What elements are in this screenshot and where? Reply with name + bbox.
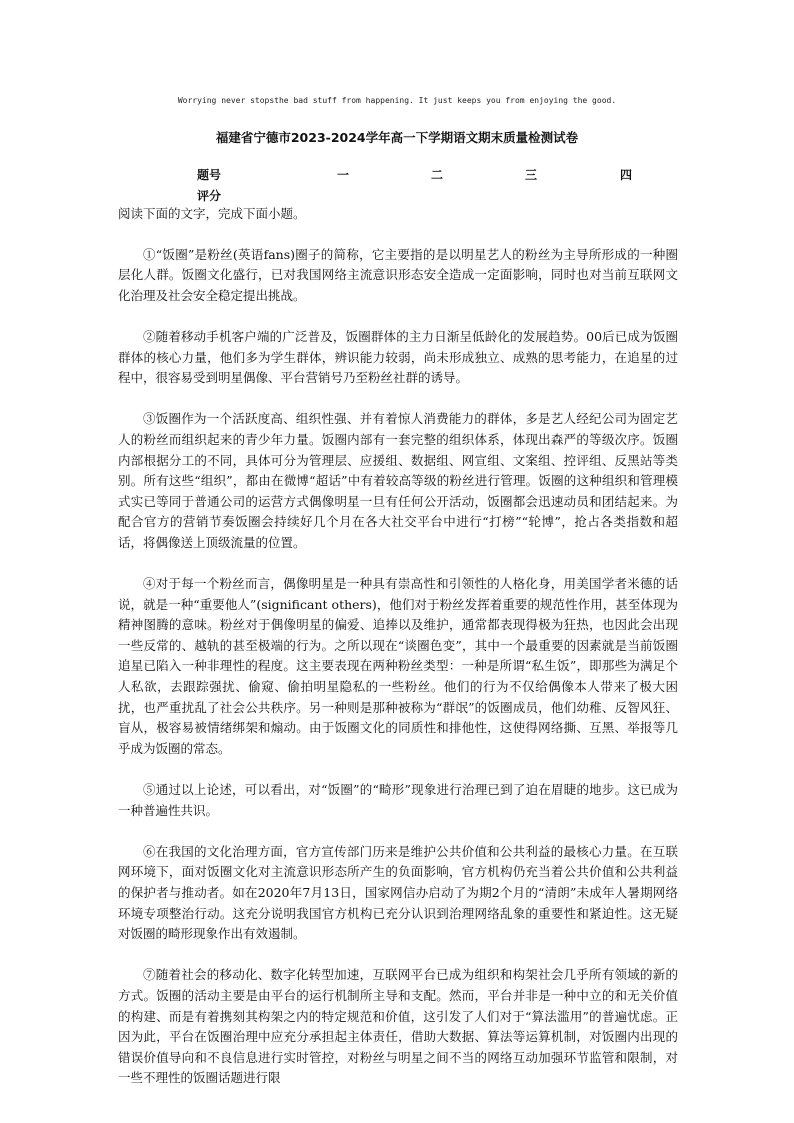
paragraph-5: ⑤通过以上论述，可以看出，对“饭圈”的“畸形”现象进行治理已到了迫在眉睫的地步。这已成为一种普遍性共识。 [118, 782, 678, 818]
document-body [118, 204, 678, 1110]
paragraph-7: ⑦随着社会的移动化、数字化转型加速，互联网平台已成为组织和构架社会几乎所有领域的新的方式。饭圈的活动主要是由平台的运行机制所主导和支配。然而，平台并非是一种中立的和无关价值的构建、而是有着携刻其构架之内的特定规范和价值，这引发了人们对于“算法滥用”的普遍忧虑。正因为此，平台在饭圈治理中应充分承担起主体责任，借助大数据、算法等运算机制，对饭圈内出现的错误价值导向和不良信息进行实时管控，对粉丝与明星之间不当的网络互动加强环节监管和限制，对一些不理性的饭圈话题进行限 [118, 967, 678, 1086]
score-table-score-label: 评分 [197, 189, 222, 203]
score-table-column-1: 一 [337, 168, 350, 182]
paragraph-3: ③饭圈作为一个活跃度高、组织性强、并有着惊人消费能力的群体，多是艺人经纪公司为固定艺人的粉丝而组织起来的青少年力量。饭圈内部有一套完整的组织体系，体现出森严的等级次序。饭圈内部根据分工的不同，具体可分为管理层、应援组、数据组、网宣组、文案组、控评组、反黑站等类别。所有这些“组织”，都由在微博“超话”中有着较高等级的粉丝进行管理。饭圈的这种组织和管理模式实已等同于普通公司的运营方式偶像明星一旦有任何公开活动，饭圈都会迅速动员和团结起来。为配合官方的营销节奏饭圈会持续好几个月在各大社交平台中进行“打榜”“轮博”，抢占各类指数和超话，将偶像送上顶级流量的位置。 [118, 411, 678, 550]
reading-instruction: 阅读下面的文字，完成下面小题。 [118, 206, 306, 221]
score-table-header-label: 题号 [197, 168, 222, 182]
score-table-column-4: 四 [620, 168, 633, 182]
paragraph-2: ②随着移动手机客户端的广泛普及，饭圈群体的主力日渐呈低龄化的发展趋势。00后已成为饭圈群体的核心力量，他们多为学生群体，辨识能力较弱，尚未形成独立、成熟的思考能力，在追星的过程中，很容易受到明星偶像、平台营销号乃至粉丝社群的诱导。 [118, 328, 678, 386]
score-table-column-2: 二 [431, 168, 444, 182]
paragraph-6: ⑥在我国的文化治理方面，官方宣传部门历来是维护公共价值和公共利益的最核心力量。在互联网环境下，面对饭圈文化对主流意识形态所产生的负面影响，官方机构仍充当着公共价值和公共利益的保护者与推动者。如在2020年7月13日，国家网信办启动了为期2个月的“清朗”未成年人暑期网络环境专项整治行动。这充分说明我国官方机构已充分认识到治理网络乱象的重要性和紧迫性。这无疑对饭圈的畸形现象作出有效遏制。 [118, 843, 678, 942]
motto-header: Worrying never stopsthe bad stuff from happening. It just keeps you from enjoying the good. [177, 96, 617, 105]
score-table-column-3: 三 [525, 168, 538, 182]
page-title: 福建省宁德市2023-2024学年高一下学期语文期末质量检测试卷 [215, 130, 579, 145]
paragraph-1: ①“饭圈”是粉丝(英语fans)圈子的简称，它主要指的是以明星艺人的粉丝为主导所形成的一种圈层化人群。饭圈文化盛行，已对我国网络主流意识形态安全造成一定面影响，同时也对当前互联网文化治理及社会安全稳定提出挑战。 [118, 246, 678, 303]
paragraph-4: ④对于每一个粉丝而言，偶像明星是一种具有崇高性和引领性的人格化身，用美国学者米德的话说，就是一种“重要他人”(significant others)，他们对于粉丝发挥着重要的规范性作用，甚至体现为精神图腾的意味。粉丝对于偶像明星的偏爱、追捧以及维护，通常都表现得极为狂热，也因此会出现一些反常的、越轨的甚至极端的行为。之所以现在“谈圈色变”，其中一个最重要的因素就是当前饭圈追星已陷入一种非理性的程度。这主要表现在两种粉丝类型：一种是所谓“私生饭”，即那些为满足个人私欲，去跟踪强扰、偷窥、偷拍明星隐私的一些粉丝。他们的行为不仅给偶像本人带来了极大困扰，也严重扰乱了社会公共秩序。另一种则是那种被称为“群氓”的饭圈成员，他们幼稚、反智风狂、盲从，极容易被情绪绑架和煽动。由于饭圈文化的同质性和排他性，这使得网络撕、互黑、举报等几乎成为饭圈的常态。 [118, 576, 678, 756]
score-table [197, 166, 637, 182]
